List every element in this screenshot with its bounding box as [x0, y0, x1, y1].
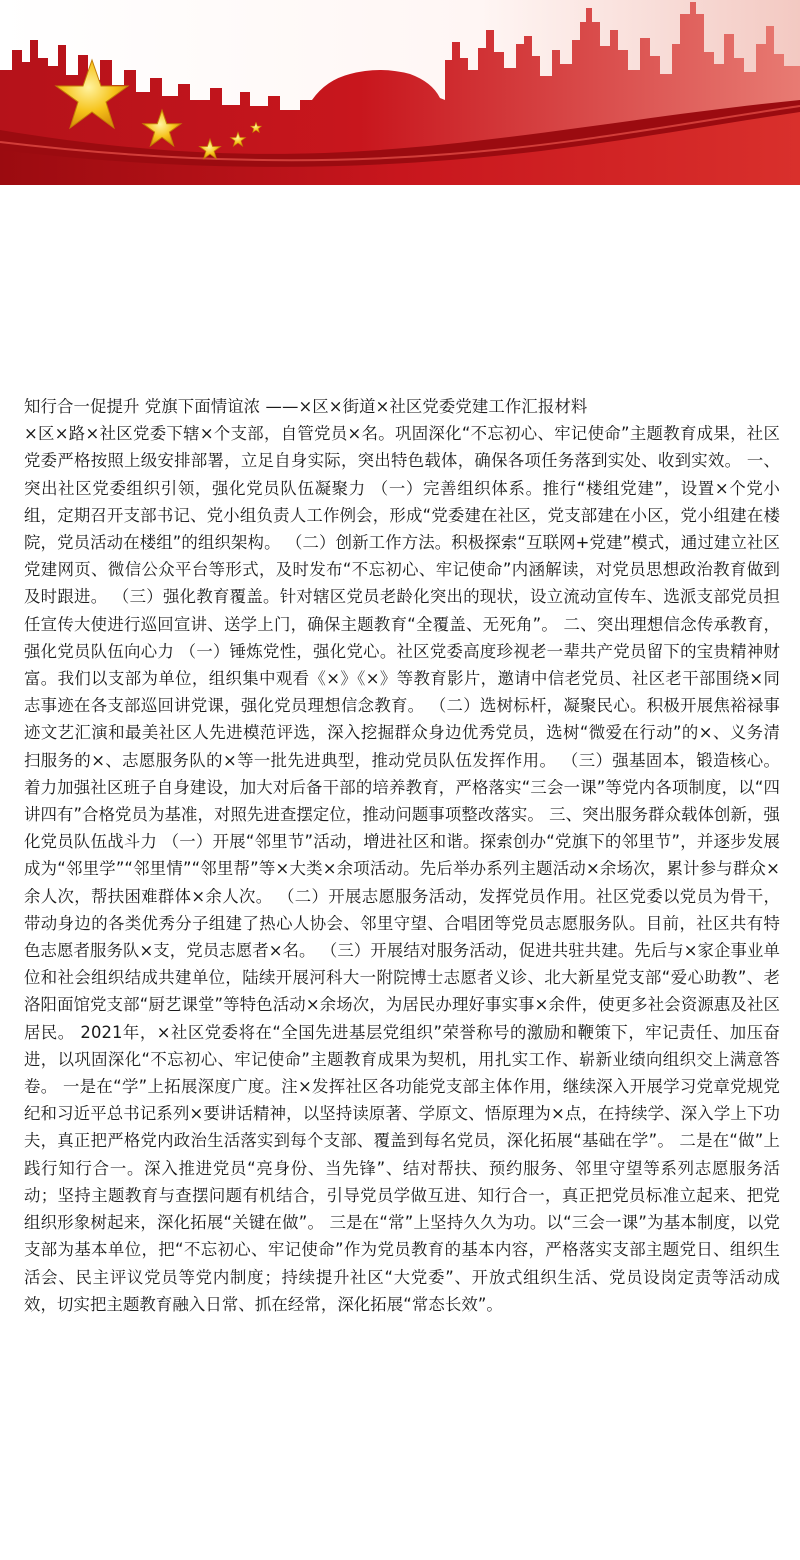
- document-title: 知行合一促提升 党旗下面情谊浓 ——×区×街道×社区党委党建工作汇报材料: [24, 397, 588, 416]
- header-banner: [0, 0, 800, 185]
- report-document: [24, 393, 780, 1318]
- document-body: ×区×路×社区党委下辖×个支部，自管党员×名。巩固深化“不忘初心、牢记使命”主题教育成果，社区党委严格按照上级安排部署，立足自身实际，突出特色载体，确保各项任务落到实处、收到实效。 一、突出社区党委组织引领，强化党员队伍凝聚力 （一）完善组织体系。推行“楼组党建”，设置×个党小组，定期召开支部书记、党小组负责人工作例会，形成“党委建在社区，党支部建在小区，党小组建在楼院，党员活动在楼组”的组织架构。 （二）创新工作方法。积极探索“互联网+党建”模式，通过建立社区党建网页、微信公众平台等形式，及时发布“不忘初心、牢记使命”内涵解读，对党员思想政治教育做到及时跟进。 （三）强化教育覆盖。针对辖区党员老龄化突出的现状，设立流动宣传车、选派支部党员担任宣传大使进行巡回宣讲、送学上门，确保主题教育“全覆盖、无死角”。 二、突出理想信念传承教育，强化党员队伍向心力 （一）锤炼党性，强化党心。社区党委高度珍视老一辈共产党员留下的宝贵精神财富。我们以支部为单位，组织集中观看《×》《×》等教育影片，邀请中信老党员、社区老干部围绕×同志事迹在各支部巡回讲党课，强化党员理想信念教育。 （二）选树标杆，凝聚民心。积极开展焦裕禄事迹文艺汇演和最美社区人先进模范评选，深入挖掘群众身边优秀党员，选树“微爱在行动”的×、义务清扫服务的×、志愿服务队的×等一批先进典型，推动党员队伍发挥作用。 （三）强基固本，锻造核心。着力加强社区班子自身建设，加大对后备干部的培养教育，严格落实“三会一课”等党内各项制度，以“四讲四有”合格党员为基准，对照先进查摆定位，推动问题事项整改落实。 三、突出服务群众载体创新，强化党员队伍战斗力 （一）开展“邻里节”活动，增进社区和谐。探索创办“党旗下的邻里节”，并逐步发展成为“邻里学”“邻里情”“邻里帮”等×大类×余项活动。先后举办系列主题活动×余场次，累计参与群众×余人次，帮扶困难群体×余人次。 （二）开展志愿服务活动，发挥党员作用。社区党委以党员为骨干，带动身边的各类优秀分子组建了热心人协会、邻里守望、合唱团等党员志愿服务队。目前，社区共有特色志愿者服务队×支，党员志愿者×名。 （三）开展结对服务活动，促进共驻共建。先后与×家企事业单位和社会组织结成共建单位，陆续开展河科大一附院博士志愿者义诊、北大新星党支部“爱心助教”、老洛阳面馆党支部“厨艺课堂”等特色活动×余场次，为居民办理好事实事×余件，使更多社会资源惠及社区居民。 2021年，×社区党委将在“全国先进基层党组织”荣誉称号的激励和鞭策下，牢记责任、加压奋进，以巩固深化“不忘初心、牢记使命”主题教育成果为契机，用扎实工作、崭新业绩向组织交上满意答卷。 一是在“学”上拓展深度广度。注×发挥社区各功能党支部主体作用，继续深入开展学习党章党规党纪和习近平总书记系列×要讲话精神，以坚持读原著、学原文、悟原理为×点，在持续学、深入学上下功夫，真正把严格党内政治生活落实到每个支部、覆盖到每名党员，深化拓展“基础在学”。 二是在“做”上践行知行合一。深入推进党员“亮身份、当先锋”、结对帮扶、预约服务、邻里守望等系列志愿服务活动；坚持主题教育与查摆问题有机结合，引导党员学做互进、知行合一，真正把党员标准立起来、把党组织形象树起来，深化拓展“关键在做”。 三是在“常”上坚持久久为功。以“三会一课”为基本制度，以党支部为基本单位，把“不忘初心、牢记使命”作为党员教育的基本内容，严格落实支部主题党日、组织生活会、民主评议党员等党内制度；持续提升社区“大党委”、开放式组织生活、党员设岗定责等活动成效，切实把主题教育融入日常、抓在经常，深化拓展“常态长效”。: [24, 424, 780, 1314]
